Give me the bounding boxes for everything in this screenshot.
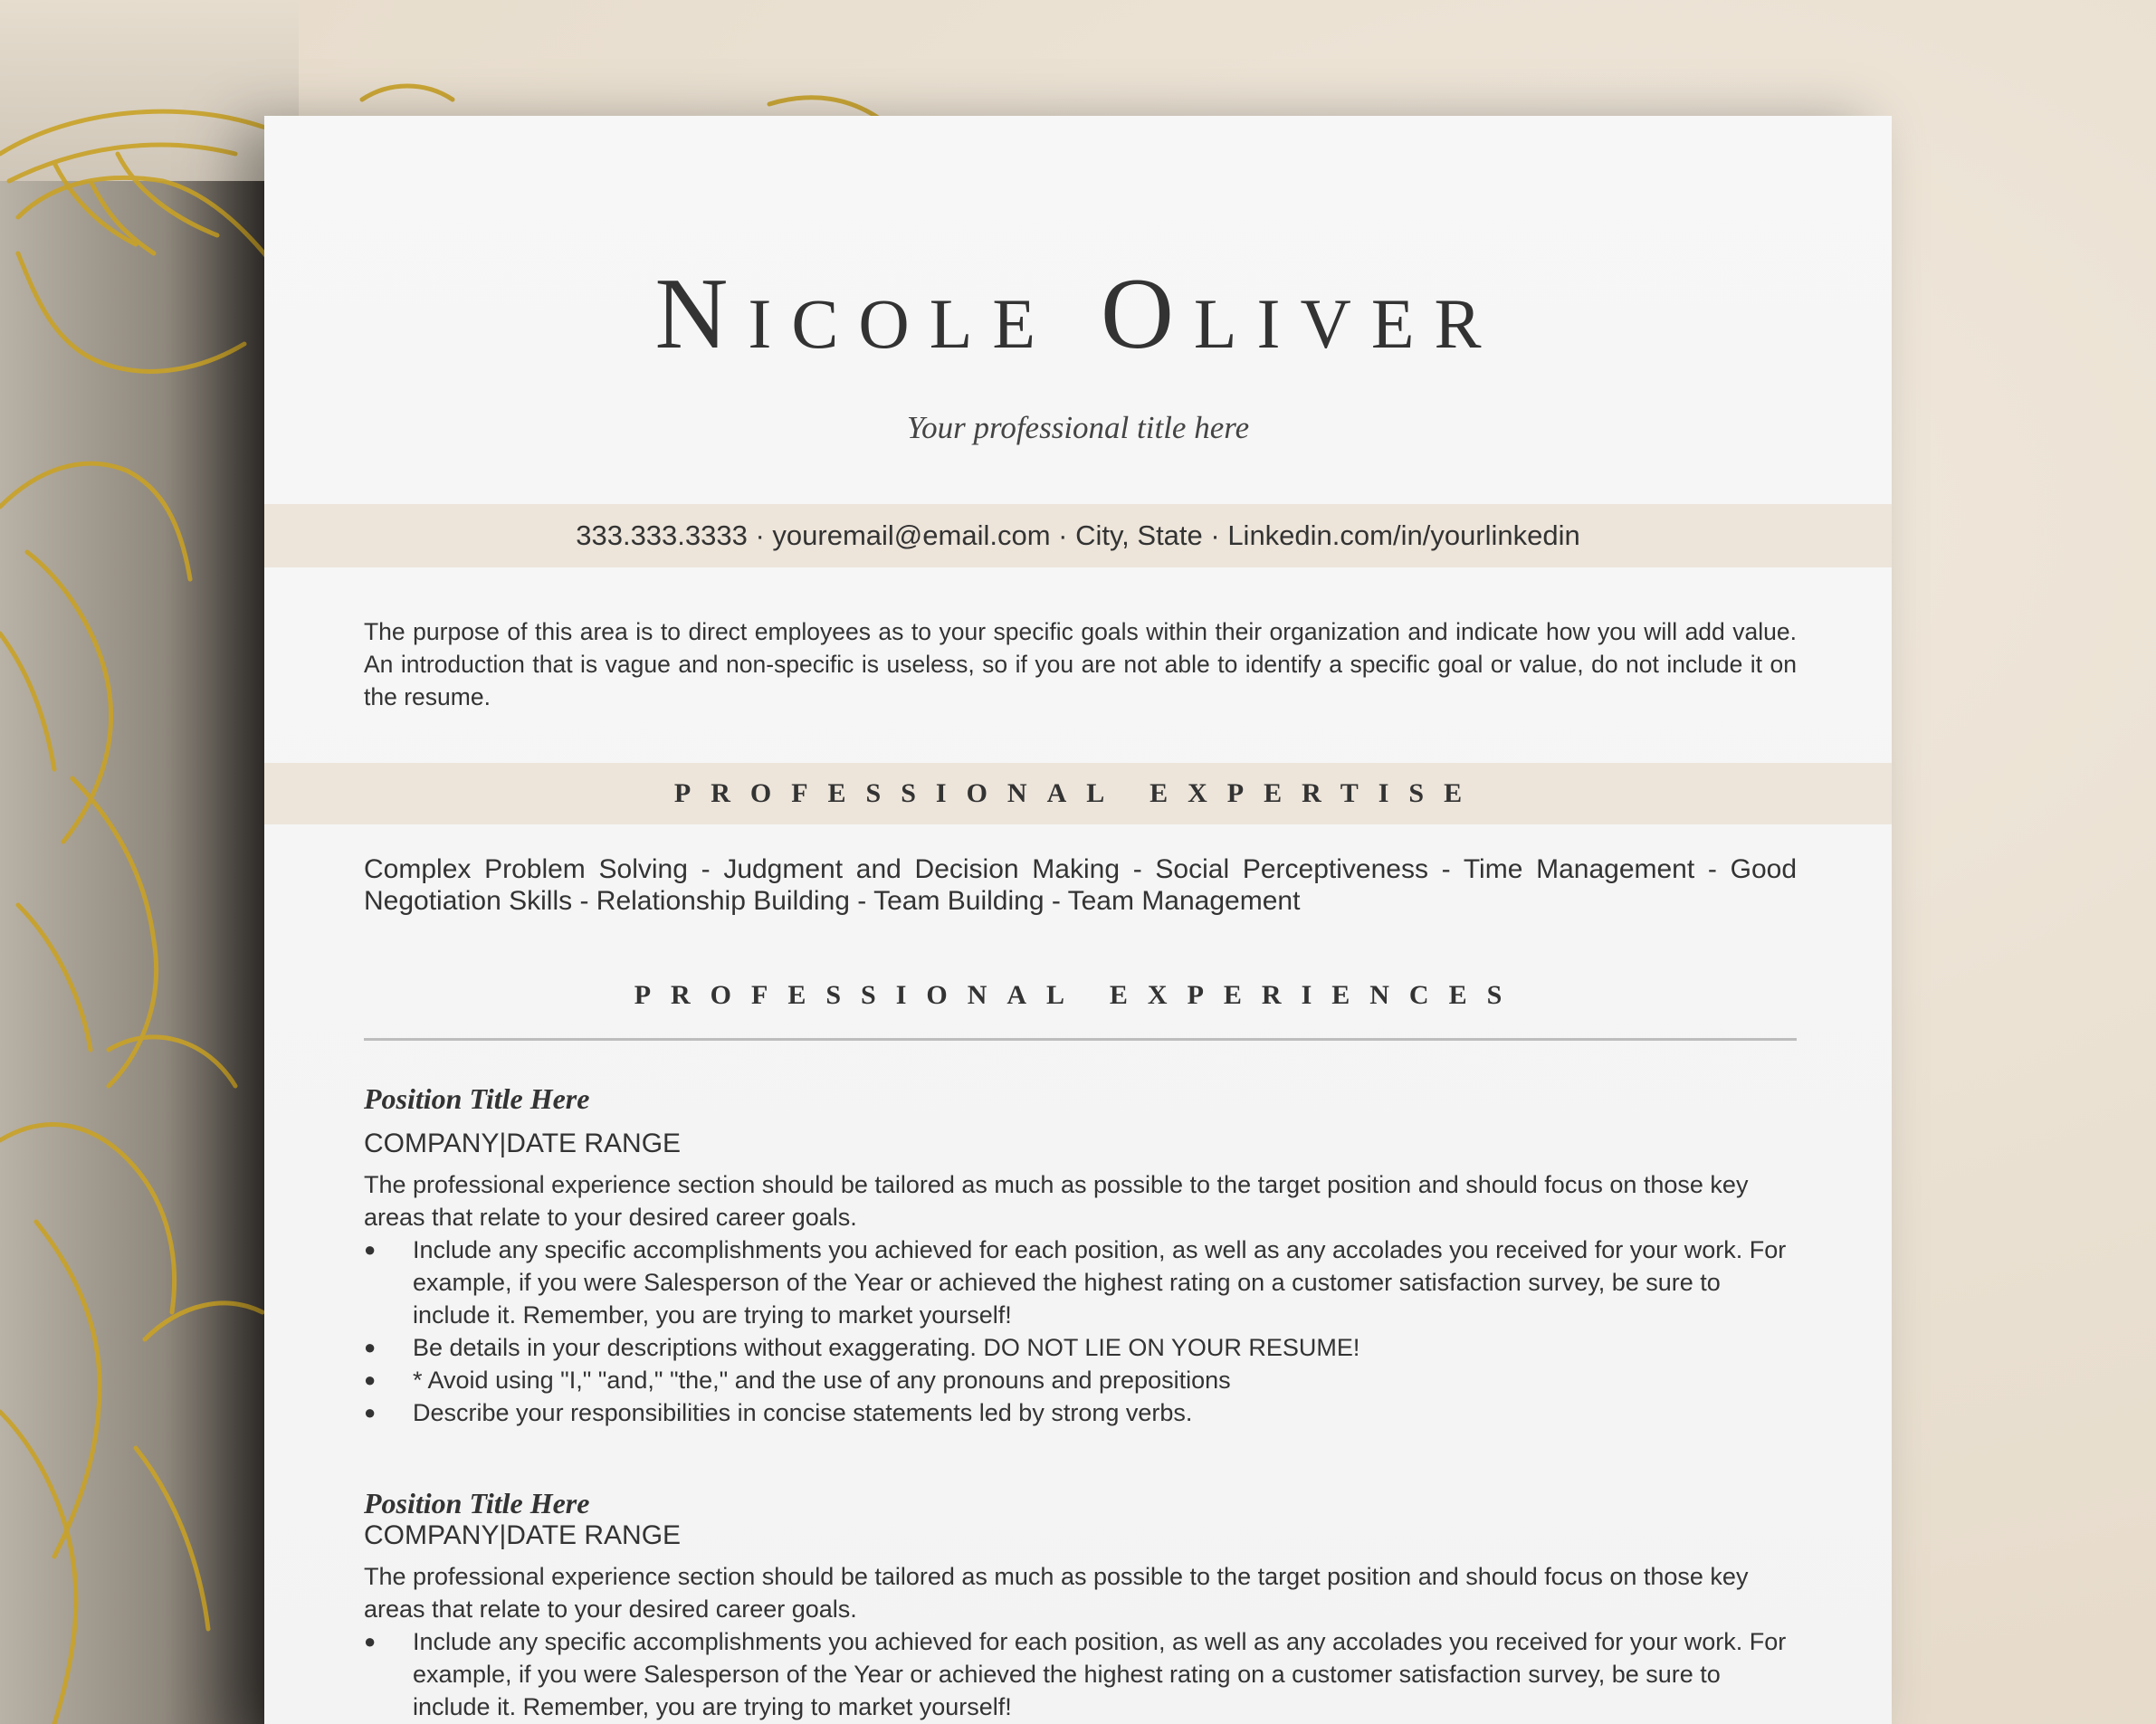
resume-page xyxy=(264,116,1892,1724)
list-item: ● Include any specific accomplishments you achieved for each position, as well as any accolades you received for your work. For example, if you were Salesperson of the Year or achieved the highest rating on a customer satisfaction survey, be sure to include it. Remember, you are trying to market yourself! xyxy=(364,1233,1797,1331)
experience-heading: PROFESSIONAL EXPERIENCES xyxy=(634,980,1522,1010)
list-item: ● * Avoid using "I," "and," "the," and the use of any pronouns and prepositions xyxy=(364,1364,1797,1396)
job-description: The professional experience section should be tailored as much as possible to the target position and should focus on those key areas that relate to your desired career goals. xyxy=(364,1171,1749,1231)
list-item: ● Include any specific accomplishments you achieved for each position, as well as any accolades you received for your work. For example, if you were Salesperson of the Year or achieved the highest rating on a customer satisfaction survey, be sure to include it. Remember, you are trying to market yourself! xyxy=(364,1625,1797,1723)
job-bullets xyxy=(364,1233,1797,1429)
experience-heading-wrap xyxy=(264,980,1892,1011)
section-divider xyxy=(364,1038,1797,1041)
contact-info: 333.333.3333 · youremail@email.com · City, State · Linkedin.com/in/yourlinkedin xyxy=(576,519,1580,551)
job-title: Position Title Here xyxy=(364,1487,590,1519)
professional-title: Your professional title here xyxy=(906,410,1250,445)
expertise-band xyxy=(264,763,1892,824)
job-entry xyxy=(364,1082,1797,1429)
expertise-heading: PROFESSIONAL EXPERTISE xyxy=(673,778,1483,808)
contact-band xyxy=(264,504,1892,567)
job-bullets xyxy=(364,1625,1797,1723)
resume-name: Nicole Oliver xyxy=(654,258,1502,370)
job-description: The professional experience section should be tailored as much as possible to the target position and should focus on those key areas that relate to your desired career goals. xyxy=(364,1563,1749,1623)
skills-list: Complex Problem Solving - Judgment and Decision Making - Social Perceptiveness - Time Management - Good Negotiation Skills - Relationship Building - Team Building - Team Management xyxy=(364,854,1797,916)
job-company: COMPANY|DATE RANGE xyxy=(364,1520,682,1550)
summary-paragraph: The purpose of this area is to direct employees as to your specific goals within their organization and indicate how you will add value. An introduction that is vague and non-specific is useless, so if you are not able to identify a specific goal or value, do not include it on the resume. xyxy=(364,618,1797,710)
list-item: ● Describe your responsibilities in concise statements led by strong verbs. xyxy=(364,1396,1797,1429)
job-title: Position Title Here xyxy=(364,1082,590,1115)
job-company: COMPANY|DATE RANGE xyxy=(364,1129,682,1158)
list-item: ● Be details in your descriptions without exaggerating. DO NOT LIE ON YOUR RESUME! xyxy=(364,1331,1797,1364)
job-entry xyxy=(364,1487,1797,1723)
